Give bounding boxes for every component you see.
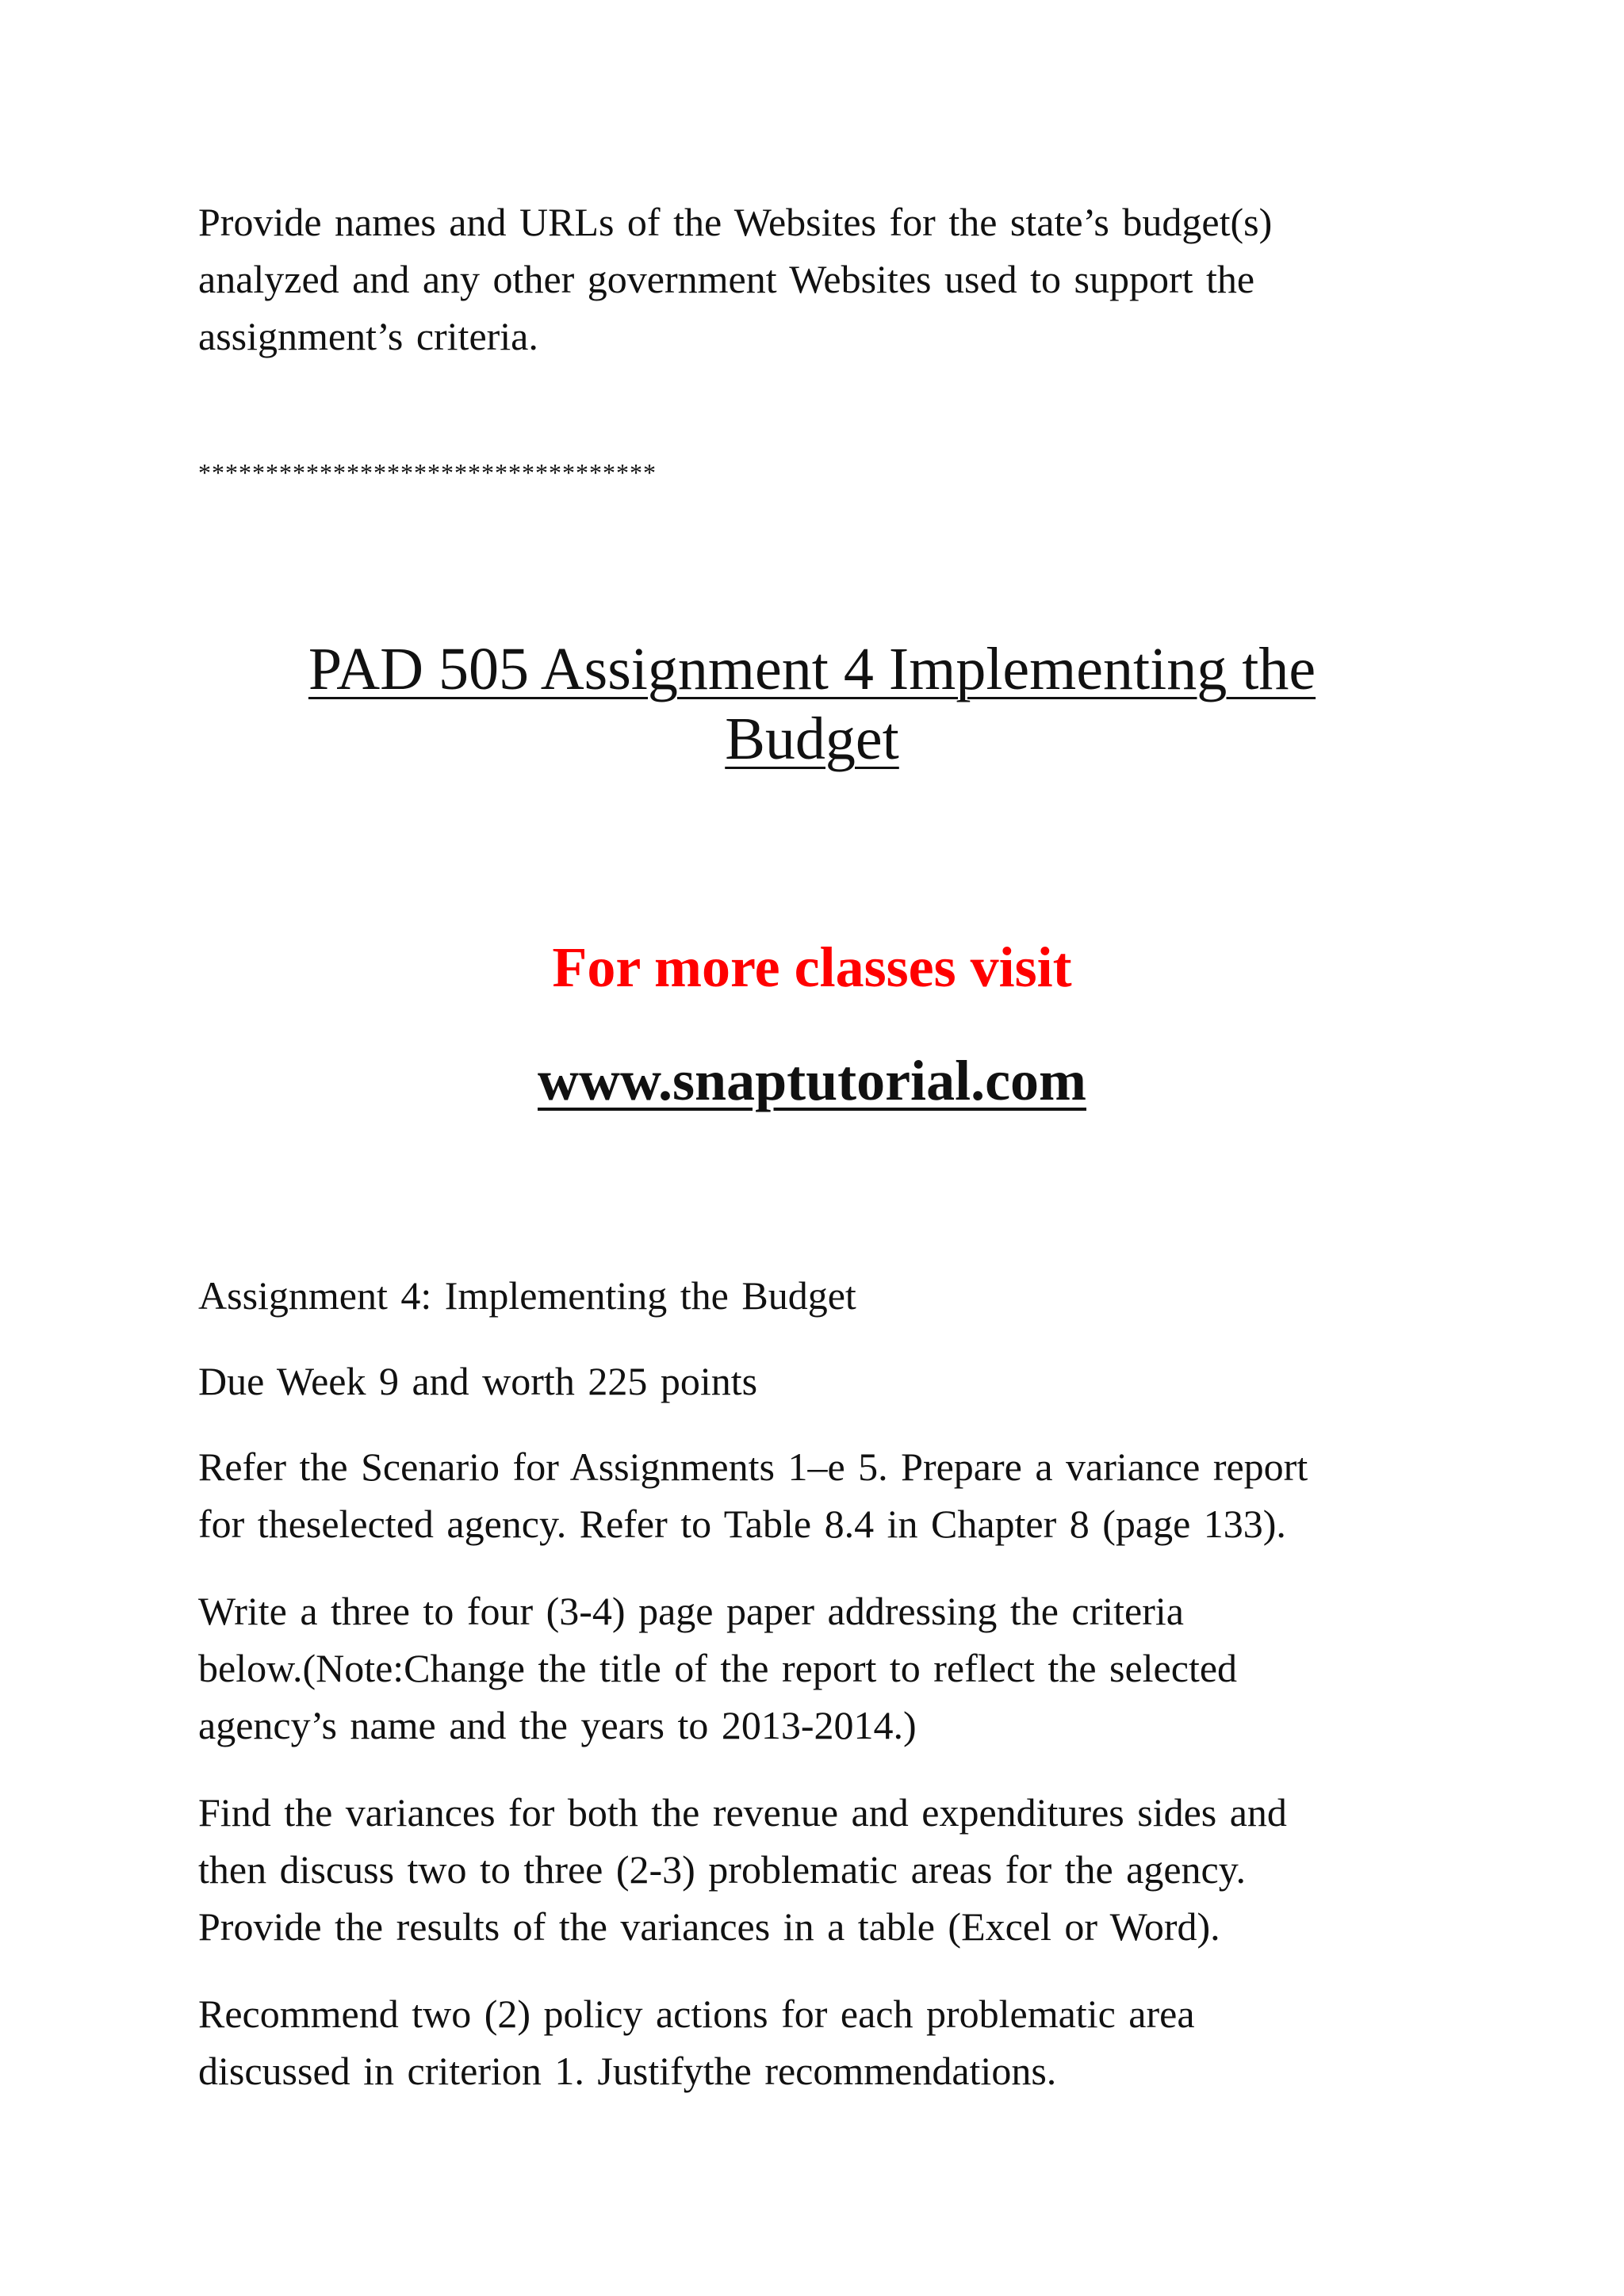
document-title [0, 634, 1624, 774]
assignment-heading [198, 1267, 1435, 1324]
text-line: Write a three to four (3-4) page paper addressing the criteria [198, 1589, 1184, 1633]
text-line: discussed in criterion 1. Justifythe recommendations. [198, 2049, 1057, 2093]
text-line: Find the variances for both the revenue and expenditures sides and [198, 1790, 1287, 1835]
title-text: Budget [725, 706, 899, 772]
intro-paragraph [198, 193, 1435, 365]
text-line: then discuss two to three (2-3) problematic areas for the agency. [198, 1847, 1247, 1892]
text-line: Provide the results of the variances in a table (Excel or Word). [198, 1904, 1220, 1949]
paragraph-policy-actions [198, 1985, 1435, 2099]
text-line: Due Week 9 and worth 225 points [198, 1359, 758, 1403]
paragraph-paper-criteria [198, 1582, 1435, 1754]
text-line: Provide names and URLs of the Websites for the state’s budget(s) [198, 200, 1273, 244]
text-line: analyzed and any other government Websites used to support the [198, 257, 1255, 301]
due-date-line [198, 1353, 1435, 1410]
title-line [0, 704, 1624, 774]
text-line: below.(Note:Change the title of the report to reflect the selected [198, 1646, 1238, 1690]
paragraph-find-variances [198, 1784, 1435, 1955]
text-line: assignment’s criteria. [198, 314, 538, 358]
asterisk-separator: ********************************** [198, 458, 657, 487]
title-text: PAD 505 Assignment 4 Implementing the [308, 636, 1316, 702]
paragraph-variance-report [198, 1438, 1435, 1552]
title-line [0, 634, 1624, 704]
promo-text: For more classes visit [552, 936, 1072, 999]
text-line: Recommend two (2) policy actions for each problematic area [198, 1992, 1195, 2036]
snaptutorial-link[interactable]: www.snaptutorial.com [537, 1049, 1086, 1112]
text-line: Refer the Scenario for Assignments 1–e 5. Prepare a variance report [198, 1445, 1308, 1489]
promo-link-line [0, 1045, 1624, 1116]
text-line: agency’s name and the years to 2013-2014.) [198, 1703, 917, 1747]
text-line: for theselected agency. Refer to Table 8.4 in Chapter 8 (page 133). [198, 1502, 1286, 1546]
text-line: Assignment 4: Implementing the Budget [198, 1273, 856, 1318]
